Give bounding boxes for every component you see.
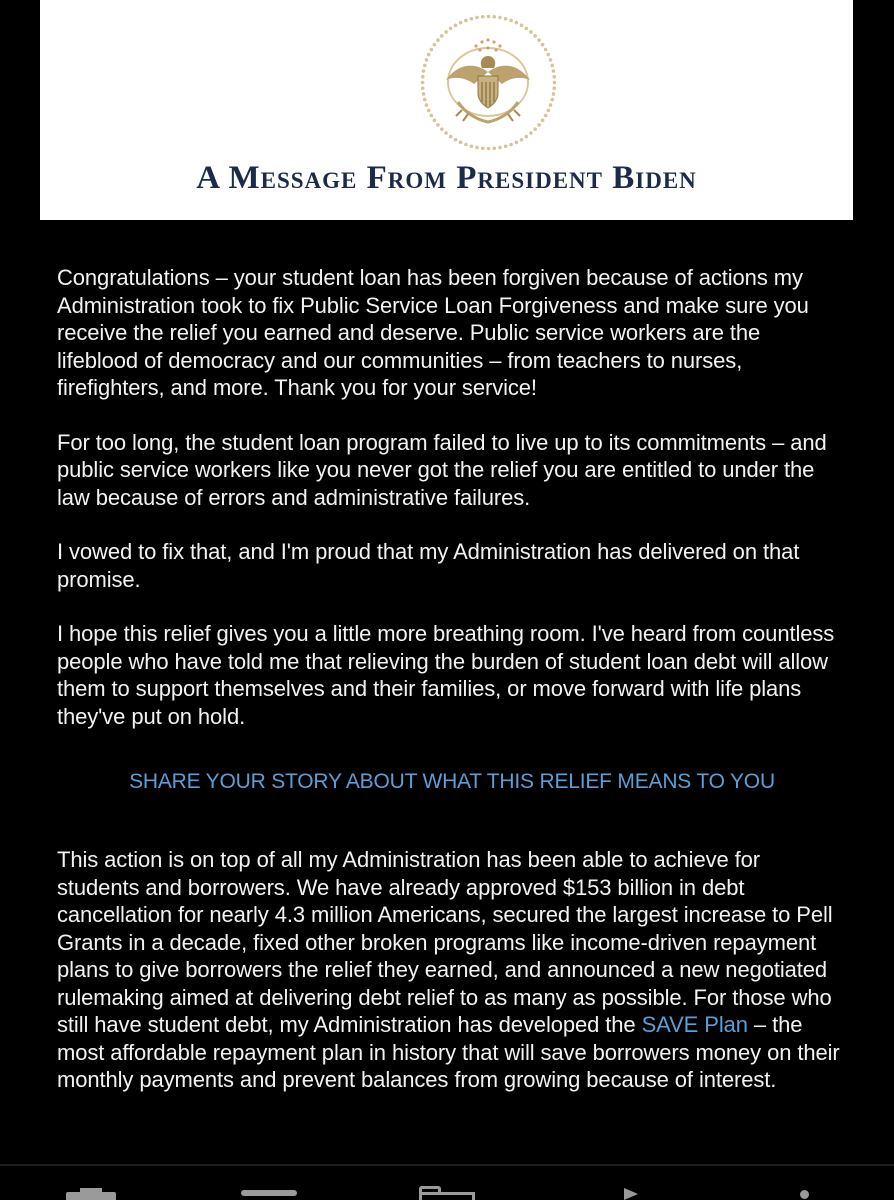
message-paragraph: I vowed to fix that, and I'm proud that my Administration has delivered on that promise. bbox=[57, 539, 800, 592]
more-icon[interactable] bbox=[800, 1190, 809, 1199]
message-body bbox=[57, 264, 847, 1121]
save-plan-link[interactable]: SAVE Plan bbox=[641, 1012, 748, 1037]
header-banner bbox=[40, 0, 853, 220]
folder-icon[interactable] bbox=[419, 1186, 475, 1200]
share-story-link[interactable]: SHARE YOUR STORY ABOUT WHAT THIS RELIEF MEANS TO YOU bbox=[129, 770, 775, 793]
message-paragraph bbox=[57, 846, 847, 1094]
message-paragraph: For too long, the student loan program failed to live up to its commitments – and public service workers like you never got the relief you are entitled to under the law because of errors and administrative failures. bbox=[57, 429, 827, 510]
paragraph-text: – the most affordable repayment plan in history that will save borrowers money on their monthly payments and prevent balances from growing because of interest. bbox=[57, 1012, 840, 1092]
message-paragraph: Congratulations – your student loan has been forgiven because of actions my Administration took to fix Public Service Loan Forgiveness and make sure you receive the relief you earned and deserve. Public service workers are the lifeblood of democracy and our communities – from teachers to nurses, firefighters, and more. Thank you for your service! bbox=[57, 265, 809, 400]
archive-icon[interactable] bbox=[66, 1188, 116, 1200]
header-title: A Message From President Biden bbox=[196, 160, 697, 196]
paragraph-text: This action is on top of all my Administration has been able to achieve for students and borrowers. We have already approved $153 billion in debt cancellation for nearly 4.3 million Americans, secured the largest increase to Pell Grants in a decade, fixed other broken programs like income-driven repayment plans to give borrowers the relief they earned, and announced a new negotiated rulemaking aimed at delivering debt relief to as many as possible. For those who still have student debt, my Administration has developed the bbox=[57, 847, 833, 1037]
reply-icon[interactable] bbox=[624, 1188, 638, 1200]
message-paragraph: I hope this relief gives you a little more breathing room. I've heard from countless people who have told me that relieving the burden of student loan debt will allow them to support themselves and their families, or move forward with life plans they've put on hold. bbox=[57, 621, 835, 729]
presidential-seal-icon bbox=[416, 10, 561, 155]
menu-icon[interactable] bbox=[241, 1190, 297, 1196]
bottom-action-bar bbox=[0, 1166, 894, 1200]
